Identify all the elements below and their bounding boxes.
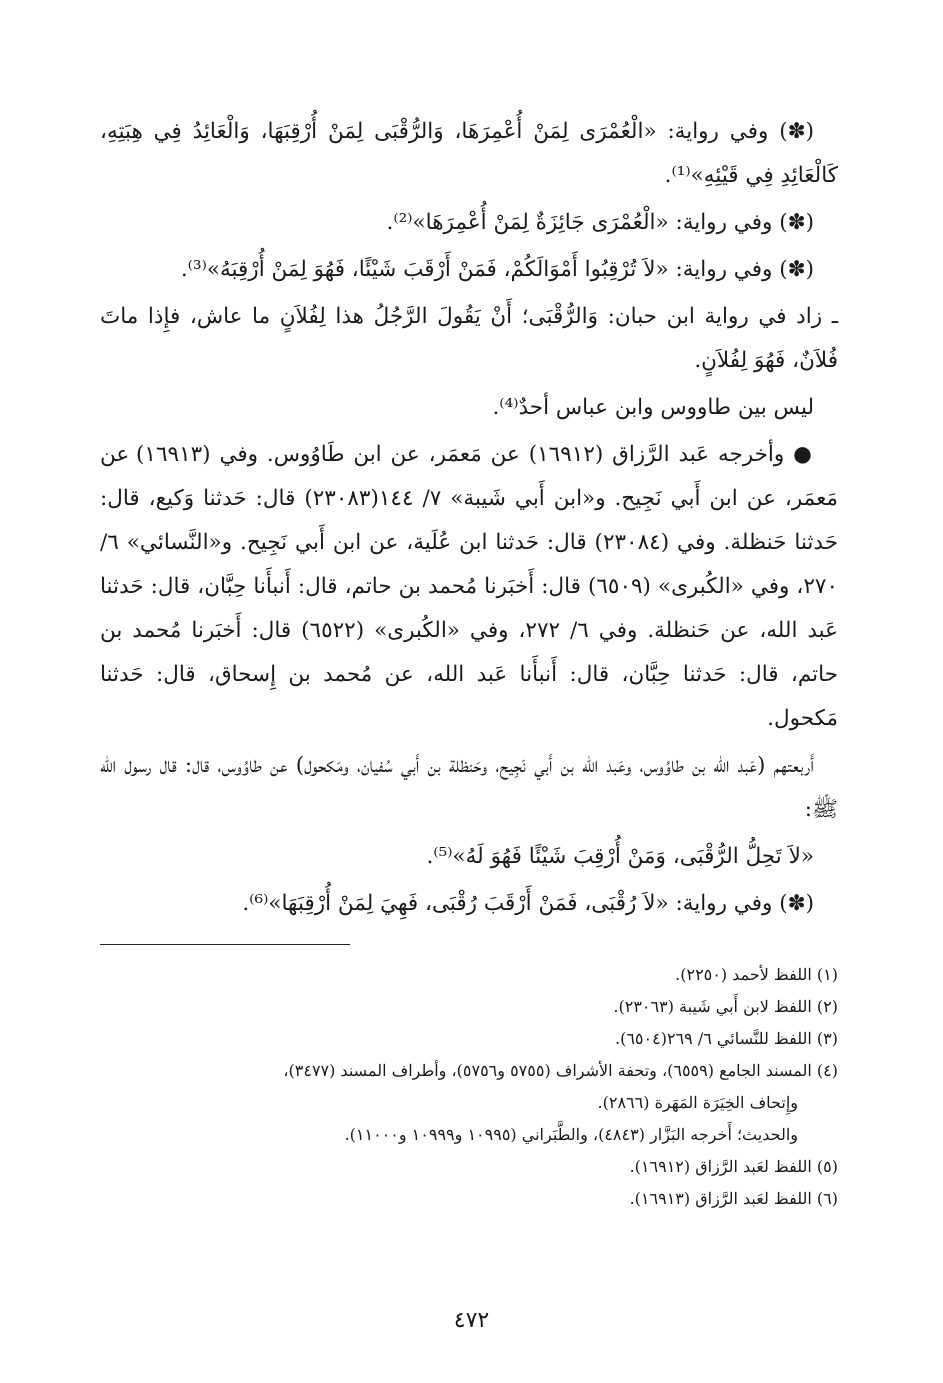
footnote-5: (٥) اللفظ لعَبد الرَّزاق (١٦٩١٢). [629,1157,838,1176]
footnote-3: (٣) اللفظ للنَّسائي ٦/ ٢٦٩(٦٥٠٤). [615,1029,838,1048]
paragraph-narration-3: (✽) وفي رواية: «لاَ تُرْقِبُوا أَمْوَالَكُمْ، فَمَنْ أَرْقَبَ شَيْئًا، فَهُوَ لِمَنْ أُرْقِبَهُ»⁽³⁾. [180,257,814,282]
paragraph-takhrij: ● وأخرجه عَبد الرَّزاق (١٦٩١٢) عن مَعمَر، عن ابن طَاوُوس. وفي (١٦٩١٣) عن مَعمَر، عن ابن أَبي نَجِيح. و«ابن أَبي شَيبة» ٧/ ١٤٤(٢٣٠٨٣) قال: حَدثنا وَكيع، قال: حَدثنا حَنظلة. وفي (٢٣٠٨٤) قال: حَدثنا ابن عُلَية، عن ابن أَبي نَجِيح. و«النَّسائي» ٦/ ٢٧٠، وفي «الكُبرى» (٦٥٠٩) قال: أَخبَرنا مُحمد بن حاتم، قال: أَنبأَنا حِبَّان، قال: حَدثنا عَبد الله، عن حَنظلة. وفي ٦/ ٢٧٢، وفي «الكُبرى» (٦٥٢٢) قال: أَخبَرنا مُحمد بن حاتم، قال: حَدثنا حِبَّان، قال: أَنبأَنا عَبد الله، عن مُحمد بن إِسحاق، قال: حَدثنا مَكحول. [100,442,838,731]
paragraph-hadith-text: «لاَ تَحِلُّ الرُّقْبَى، وَمَنْ أُرْقِبَ شَيْئًا فَهُوَ لَهُ»⁽⁵⁾. [426,844,814,869]
book-page [100,110,838,1215]
footnote-1: (١) اللفظ لأحمد (٢٢٥٠). [675,965,838,984]
footnote-4-continued: وإِتحاف الخِيَرَة المَهَرة (٢٨٦٦). [597,1093,798,1112]
footnote-2: (٢) اللفظ لابن أَبي شَيبة (٢٣٠٦٣). [613,997,838,1016]
paragraph-ibn-hibban-addition: ـ زاد في رواية ابن حبان: وَالرُّقْبَى؛ أَنْ يَقُولَ الرَّجُلُ هذا لِفُلاَنٍ ما عاش، فإِذا ماتَ فُلاَنٌ، فَهُوَ لِفُلاَنٍ. [100,304,838,373]
footnote-divider [100,944,350,945]
paragraph-isnad-summary: أَربعتهم (عَبد الله بن طاوُوس، وعَبد الله بن أَبي نَجِيح، وحَنظلة بن أَبي سُفيان، ومَكحول) عن طاوُوس، قال: قال رسول الله ﷺ: [100,753,838,822]
footnote-4-extra: والحديث؛ أَخرجه البَزَّار (٤٨٤٣)، والطَّبَراني (١٠٩٩٥ و١٠٩٩٩ و١١٠٠٠). [344,1125,798,1144]
paragraph-narration-2: (✽) وفي رواية: «الْعُمْرَى جَائِزَةٌ لِمَنْ أُعْمِرَهَا»⁽²⁾. [386,210,814,235]
page-number: ٤٧٢ [453,1308,490,1333]
paragraph-narration-4: (✽) وفي رواية: «لاَ رُقْبَى، فَمَنْ أَرْقَبَ رُقْبَى، فَهِيَ لِمَنْ أُرْقِبَهَا»⁽⁶⁾. [242,891,814,916]
footnote-6: (٦) اللفظ لعَبد الرَّزاق (١٦٩١٣). [629,1189,838,1208]
footnote-4: (٤) المسند الجامع (٦٥٥٩)، وتحفة الأشراف (٥٧٥٥ و٥٧٥٦)، وأطراف المسند (٣٤٧٧)، [283,1061,838,1080]
main-text [100,110,838,926]
footnotes [100,959,838,1215]
paragraph-chain-note: ليس بين طاووس وابن عباس أحدٌ⁽⁴⁾. [492,395,814,420]
paragraph-narration-1: (✽) وفي رواية: «الْعُمْرَى لِمَنْ أُعْمِرَهَا، وَالرُّقْبَى لِمَنْ أُرْقِبَهَا، وَالْعَائِدُ فِي هِبَتِهِ، كَالْعَائِدِ فِي قَيْئِهِ»⁽¹⁾. [100,119,838,188]
